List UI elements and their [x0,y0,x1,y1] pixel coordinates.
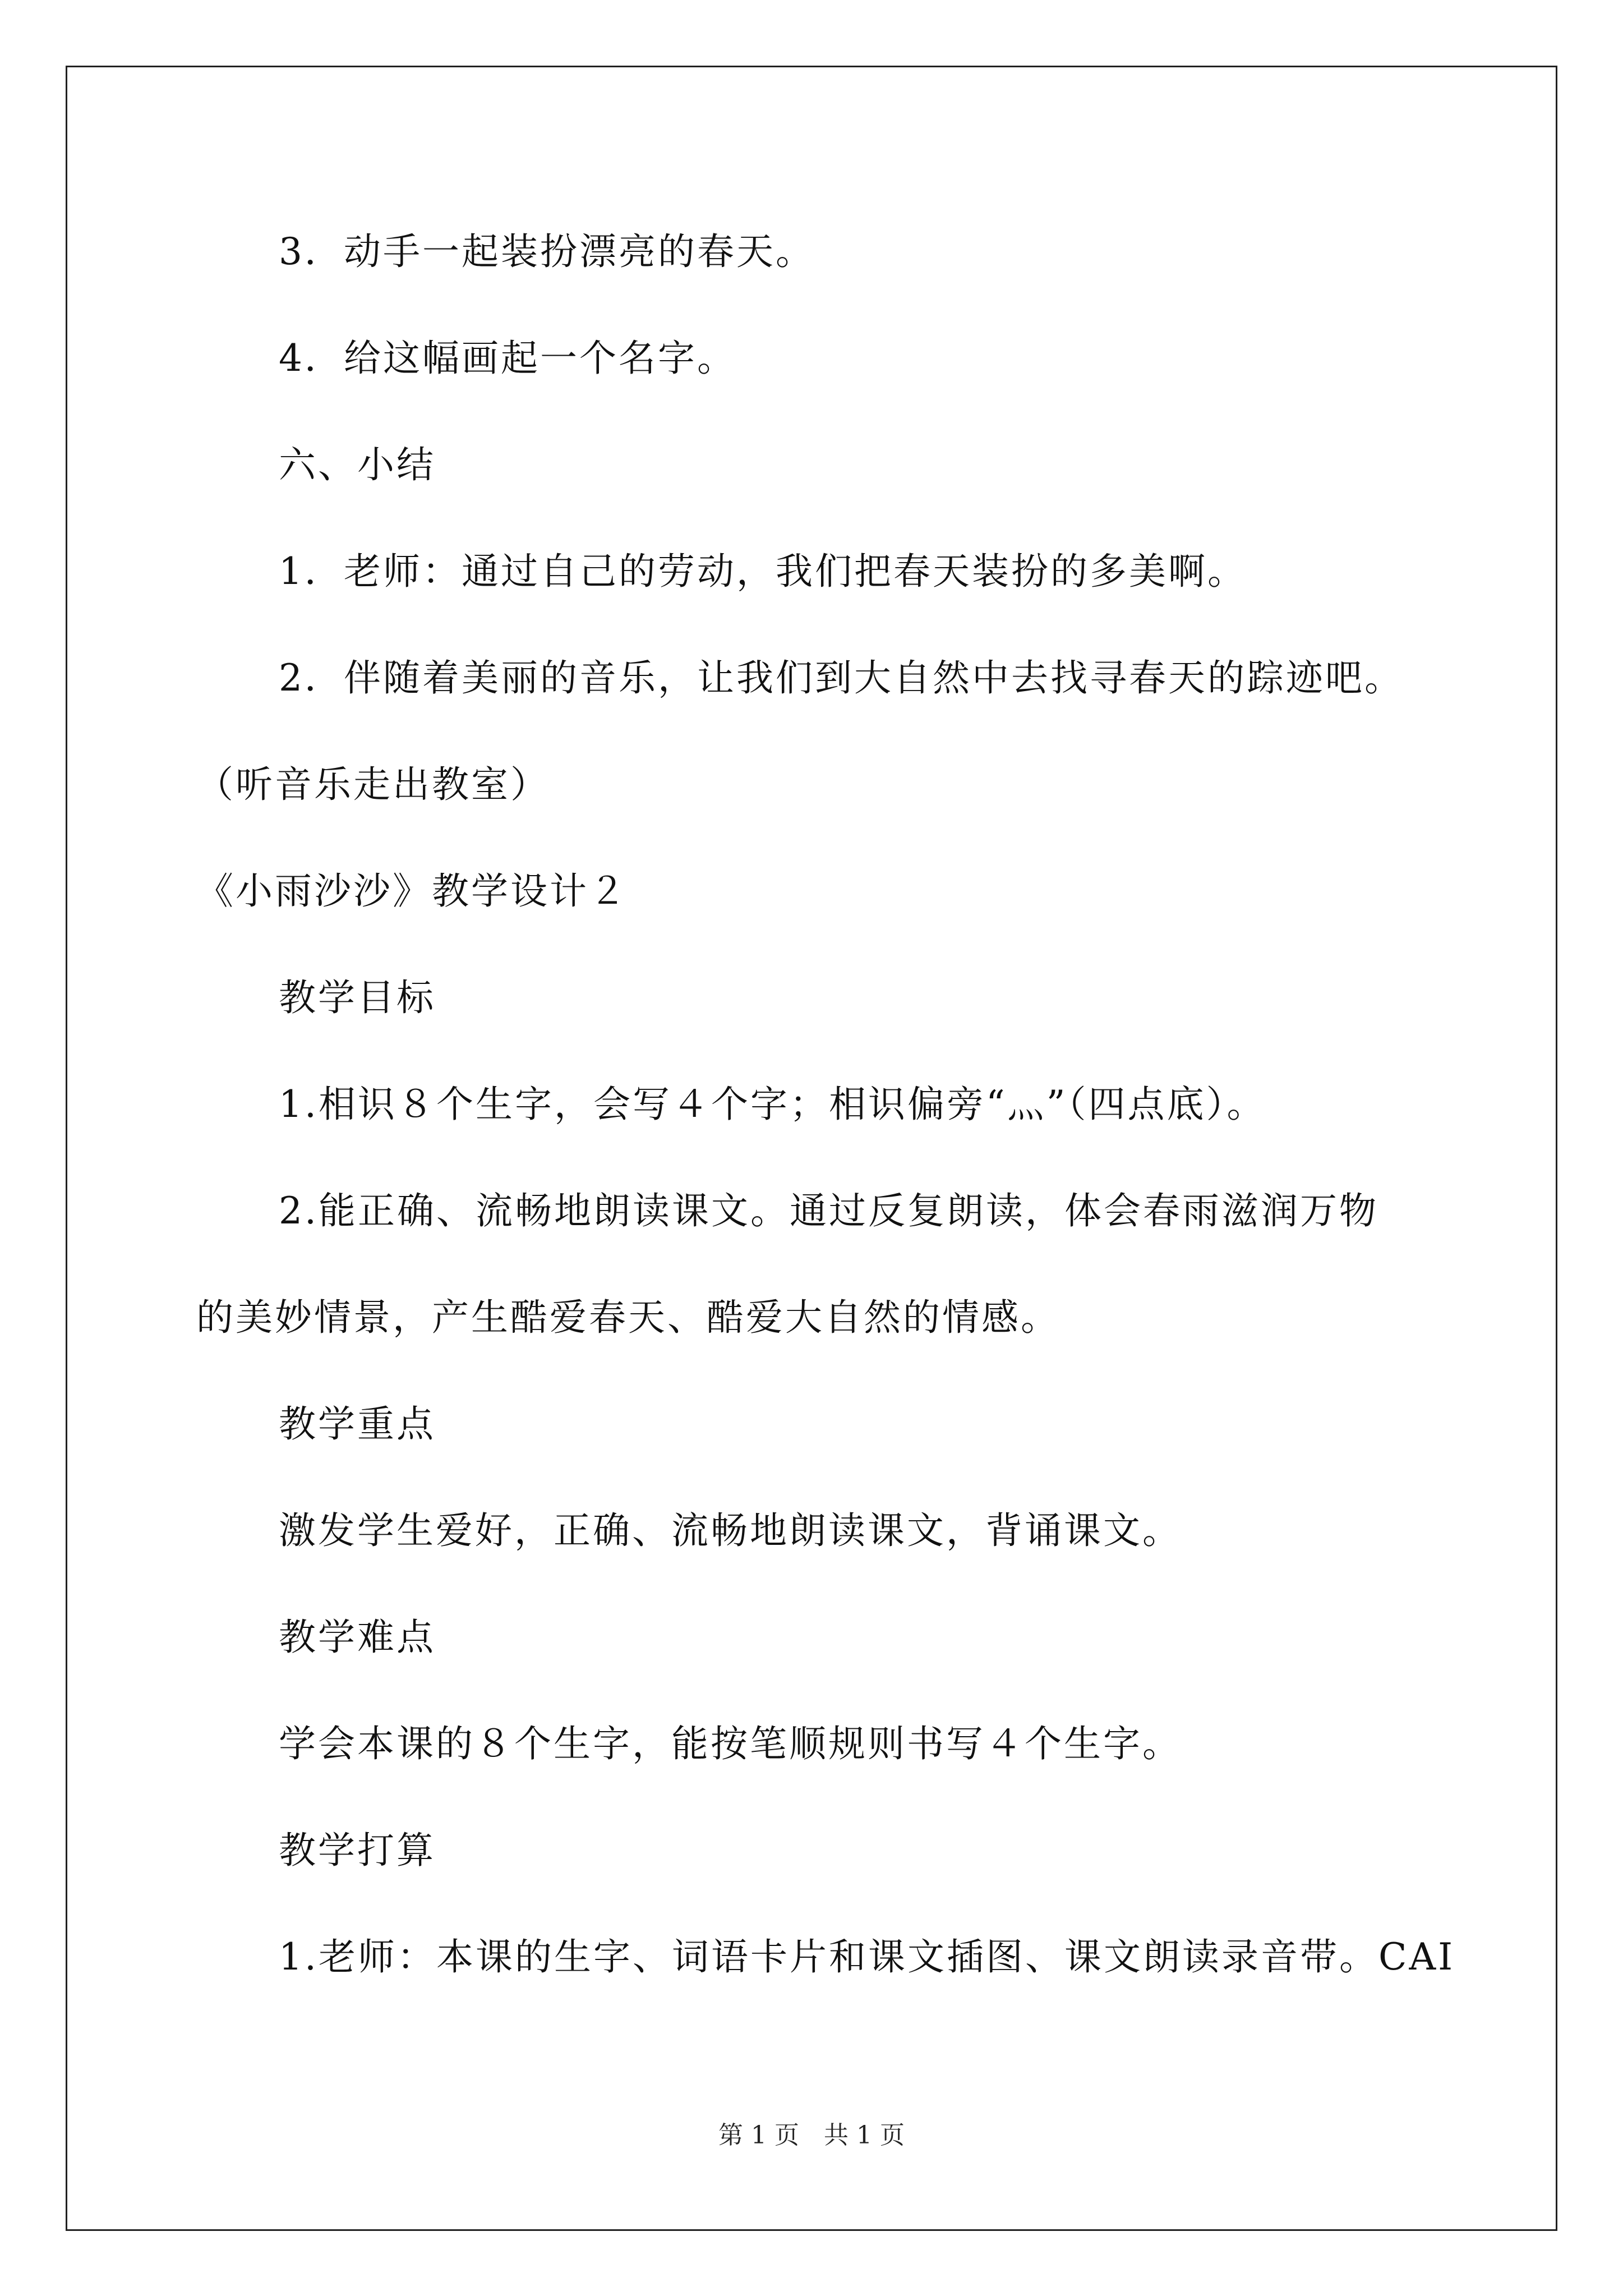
paragraph-line: 学会本课的８个生字，能按笔顺规则书写４个生字。 [279,1722,1182,1765]
paragraph-line: 2．伴随着美丽的音乐，让我们到大自然中去找寻春天的踪迹吧。 [279,656,1404,700]
document-title: 《小雨沙沙》教学设计２ [196,869,628,913]
paragraph-line: 1．老师：通过自己的劳动，我们把春天装扮的多美啊。 [279,550,1247,593]
paragraph-line: 4．给这幅画起一个名字。 [279,337,736,380]
section-heading: 教学难点 [279,1616,436,1659]
paragraph-line: 1.相识８个生字，会写４个字；相识偏旁“灬”（四点底）。 [279,1083,1266,1126]
section-heading: 教学目标 [279,976,436,1019]
paragraph-line: 激发学生爱好，正确、流畅地朗读课文，背诵课文。 [279,1509,1182,1552]
section-heading: 六、小结 [279,443,436,486]
section-heading: 教学重点 [279,1402,436,1446]
paragraph-line: 2.能正确、流畅地朗读课文。通过反复朗读，体会春雨滋润万物 [279,1189,1378,1232]
page-footer: 第 1 页 共 1 页 [718,2121,905,2150]
paragraph-line: 的美妙情景，产生酷爱春天、酷爱大自然的情感。 [196,1296,1060,1339]
paragraph-line: 1.老师：本课的生字、词语卡片和课文插图、课文朗读录音带。CAI [279,1935,1455,1978]
paragraph-line: （听音乐走出教室） [196,763,550,806]
paragraph-line: 3．动手一起装扮漂亮的春天。 [279,230,815,273]
section-heading: 教学打算 [279,1829,436,1872]
